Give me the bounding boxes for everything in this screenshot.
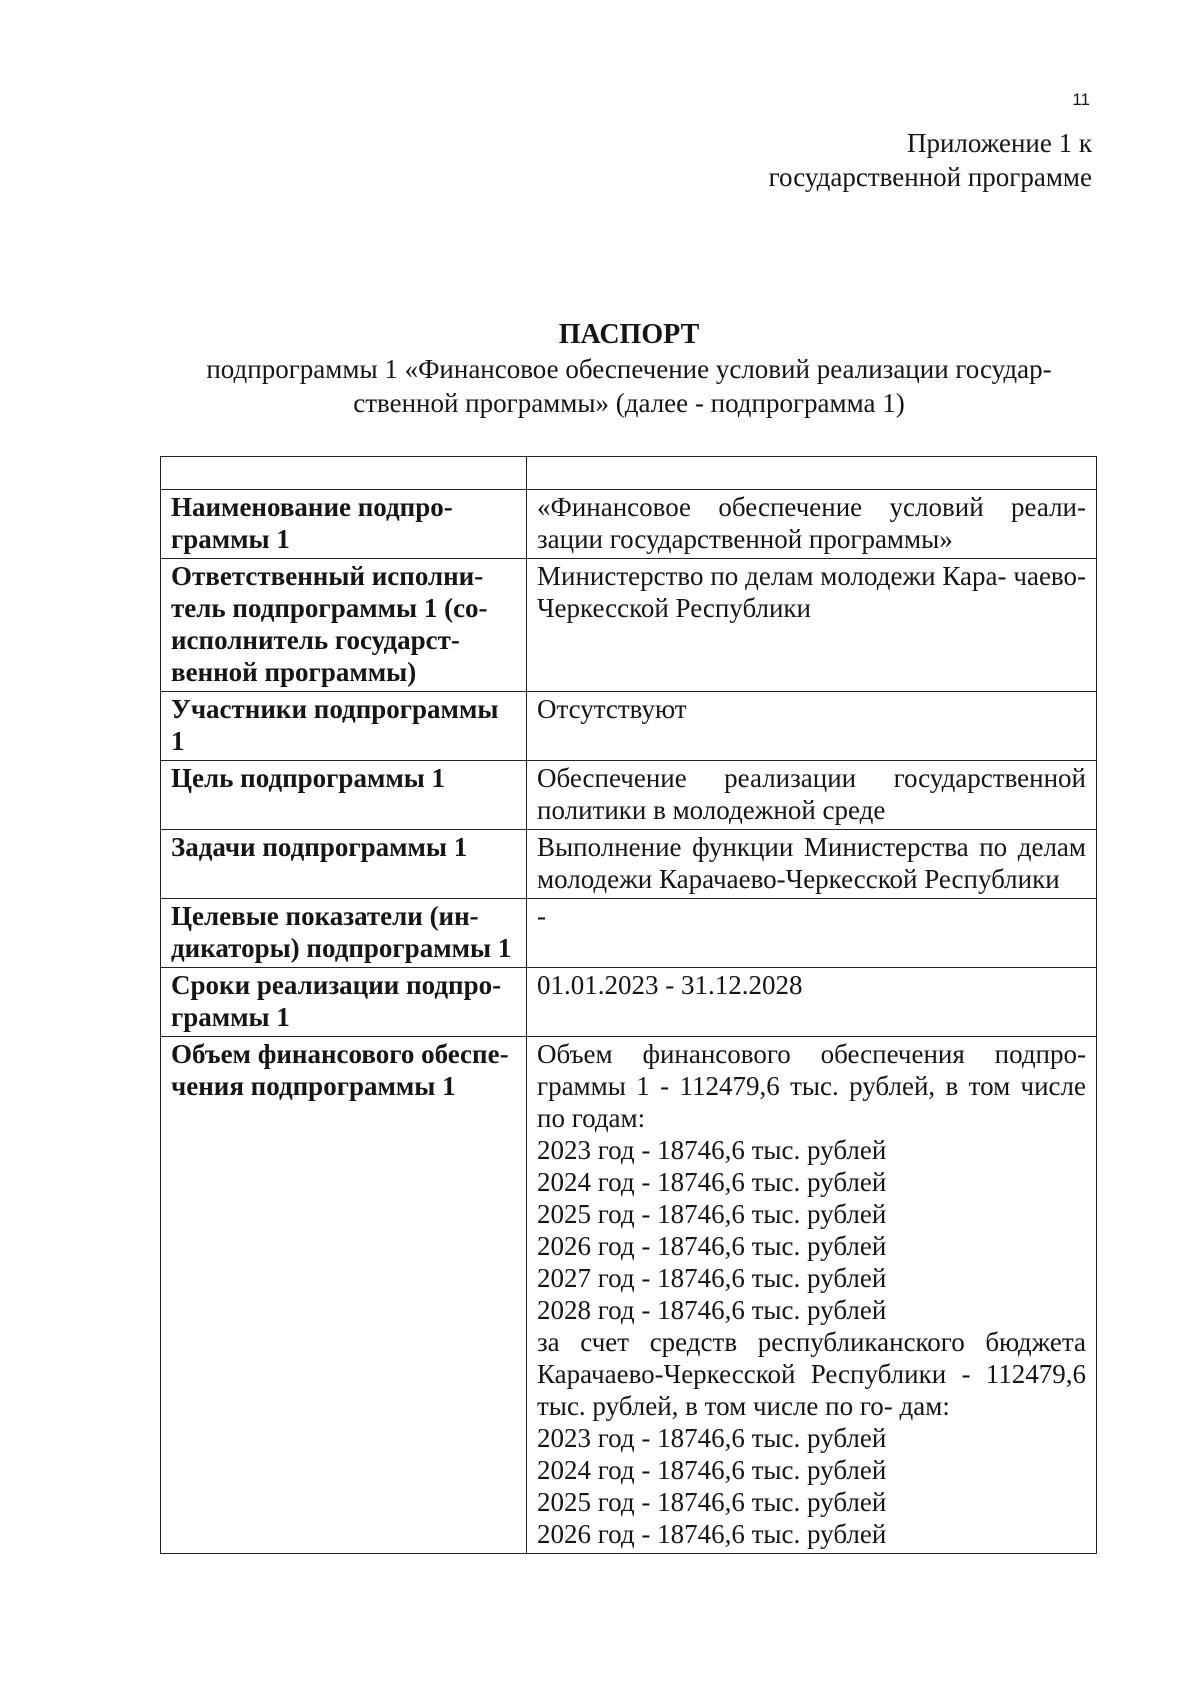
- financing-year-line: 2023 год - 18746,6 тыс. рублей: [537, 1135, 887, 1165]
- row-value: -: [527, 899, 1097, 968]
- table-row: [161, 968, 1097, 1037]
- financing-year-line: 2026 год - 18746,6 тыс. рублей: [537, 1519, 887, 1549]
- table-row: [161, 830, 1097, 899]
- appendix-note: [769, 126, 1092, 194]
- document-subtitle-line-1: подпрограммы 1 «Финансовое обеспечение условий реализации государ-: [206, 354, 1052, 384]
- financing-volume-cell: [527, 1037, 1097, 1554]
- page-number: 11: [1072, 90, 1090, 109]
- financing-year-line: 2023 год - 18746,6 тыс. рублей: [537, 1423, 887, 1453]
- row-label: Участники подпрограммы 1: [161, 692, 527, 761]
- row-label: Объем финансового обеспе- чения подпрограммы 1: [161, 1037, 527, 1554]
- row-label: Сроки реализации подпро- граммы 1: [161, 968, 527, 1037]
- table-row: [161, 559, 1097, 692]
- appendix-line-2: государственной программе: [768, 162, 1092, 192]
- table-row: [161, 1037, 1097, 1554]
- row-label: Задачи подпрограммы 1: [161, 830, 527, 899]
- empty-header-cell: [161, 457, 527, 490]
- table-header-row: [161, 457, 1097, 490]
- empty-header-cell: [527, 457, 1097, 490]
- row-label: Целевые показатели (ин- дикаторы) подпрограммы 1: [161, 899, 527, 968]
- financing-year-line: 2028 год - 18746,6 тыс. рублей: [537, 1295, 887, 1325]
- passport-table: [160, 456, 1097, 1554]
- row-label: Цель подпрограммы 1: [161, 761, 527, 830]
- table-row: [161, 899, 1097, 968]
- title-block: [158, 318, 1100, 420]
- row-value: Обеспечение реализации государственной политики в молодежной среде: [527, 761, 1097, 830]
- row-label: Ответственный исполни- тель подпрограммы 1 (со- исполнитель государст- венной программы): [161, 559, 527, 692]
- row-value: Выполнение функции Министерства по делам молодежи Карачаево-Черкесской Республики: [527, 830, 1097, 899]
- financing-year-line: 2024 год - 18746,6 тыс. рублей: [537, 1455, 887, 1485]
- financing-year-line: 2026 год - 18746,6 тыс. рублей: [537, 1231, 887, 1261]
- financing-year-line: 2025 год - 18746,6 тыс. рублей: [537, 1487, 887, 1517]
- row-value: «Финансовое обеспечение условий реали- зации государственной программы»: [527, 490, 1097, 559]
- financing-year-line: 2027 год - 18746,6 тыс. рублей: [537, 1263, 887, 1293]
- appendix-line-1: Приложение 1 к: [906, 128, 1092, 158]
- row-value: Министерство по делам молодежи Кара- чаево-Черкесской Республики: [527, 559, 1097, 692]
- row-value: Отсутствуют: [527, 692, 1097, 761]
- document-subtitle-line-2: ственной программы» (далее - подпрограмма 1): [353, 388, 905, 418]
- financing-year-line: 2024 год - 18746,6 тыс. рублей: [537, 1167, 887, 1197]
- financing-year-line: 2025 год - 18746,6 тыс. рублей: [537, 1199, 887, 1229]
- table-row: [161, 490, 1097, 559]
- table-row: [161, 761, 1097, 830]
- row-label: Наименование подпро- граммы 1: [161, 490, 527, 559]
- table-row: [161, 692, 1097, 761]
- financing-summary: Объем финансового обеспечения подпро- граммы 1 - 112479,6 тыс. рублей, в том числе по годам:: [537, 1039, 1086, 1133]
- document-title: ПАСПОРТ: [558, 319, 700, 350]
- row-value: 01.01.2023 - 31.12.2028: [527, 968, 1097, 1037]
- financing-budget-source: за счет средств республиканского бюджета Карачаево-Черкесской Республики - 112479,6 тыс. рублей, в том числе по го- дам:: [537, 1327, 1086, 1421]
